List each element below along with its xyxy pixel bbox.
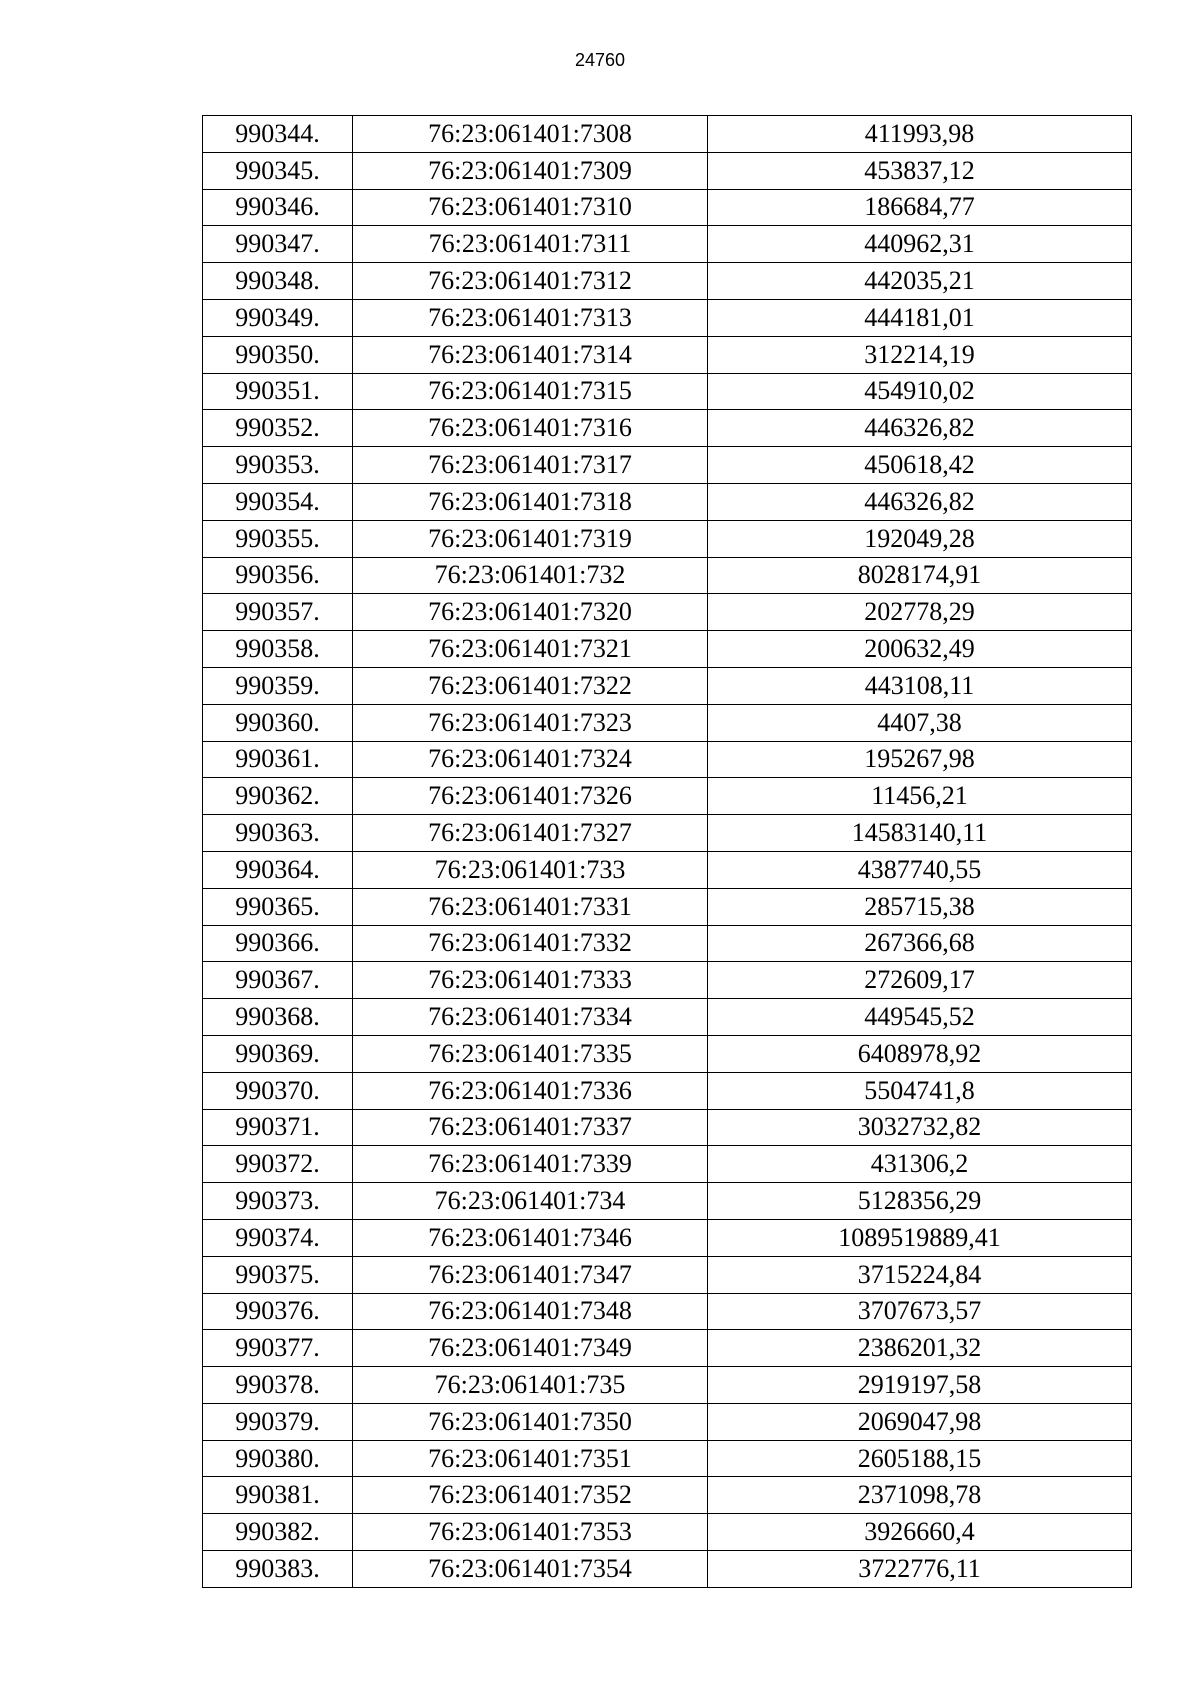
cadastral-number-cell: 76:23:061401:7353: [353, 1514, 708, 1551]
value-cell: 5504741,8: [708, 1072, 1132, 1109]
cadastral-number-cell: 76:23:061401:7313: [353, 299, 708, 336]
value-cell: 2069047,98: [708, 1403, 1132, 1440]
row-number-cell: 990353.: [203, 447, 353, 484]
value-cell: 4407,38: [708, 704, 1132, 741]
cadastral-number-cell: 76:23:061401:733: [353, 851, 708, 888]
row-number-cell: 990354.: [203, 483, 353, 520]
row-number-cell: 990345.: [203, 152, 353, 189]
table-row: [203, 667, 1132, 704]
cadastral-number-cell: 76:23:061401:7351: [353, 1440, 708, 1477]
table-row: [203, 447, 1132, 484]
cadastral-number-cell: 76:23:061401:7312: [353, 263, 708, 300]
table-row: [203, 1293, 1132, 1330]
row-number-cell: 990373.: [203, 1183, 353, 1220]
row-number-cell: 990350.: [203, 336, 353, 373]
table-row: [203, 116, 1132, 153]
cadastral-number-cell: 76:23:061401:7324: [353, 741, 708, 778]
row-number-cell: 990376.: [203, 1293, 353, 1330]
value-cell: 3722776,11: [708, 1551, 1132, 1588]
value-cell: 285715,38: [708, 888, 1132, 925]
row-number-cell: 990382.: [203, 1514, 353, 1551]
row-number-cell: 990374.: [203, 1219, 353, 1256]
value-cell: 202778,29: [708, 594, 1132, 631]
table-row: [203, 1072, 1132, 1109]
row-number-cell: 990366.: [203, 925, 353, 962]
cadastral-number-cell: 76:23:061401:7339: [353, 1146, 708, 1183]
row-number-cell: 990355.: [203, 520, 353, 557]
cadastral-number-cell: 76:23:061401:7318: [353, 483, 708, 520]
table-row: [203, 152, 1132, 189]
cadastral-number-cell: 76:23:061401:7308: [353, 116, 708, 153]
row-number-cell: 990361.: [203, 741, 353, 778]
table-row: [203, 410, 1132, 447]
cadastral-number-cell: 76:23:061401:7350: [353, 1403, 708, 1440]
cadastral-number-cell: 76:23:061401:7322: [353, 667, 708, 704]
row-number-cell: 990365.: [203, 888, 353, 925]
value-cell: 1089519889,41: [708, 1219, 1132, 1256]
row-number-cell: 990368.: [203, 999, 353, 1036]
row-number-cell: 990380.: [203, 1440, 353, 1477]
row-number-cell: 990379.: [203, 1403, 353, 1440]
cadastral-number-cell: 76:23:061401:7316: [353, 410, 708, 447]
table-row: [203, 520, 1132, 557]
table-row: [203, 1403, 1132, 1440]
cadastral-number-cell: 76:23:061401:735: [353, 1367, 708, 1404]
value-cell: 440962,31: [708, 226, 1132, 263]
value-cell: 411993,98: [708, 116, 1132, 153]
row-number-cell: 990369.: [203, 1035, 353, 1072]
table-row: [203, 594, 1132, 631]
row-number-cell: 990357.: [203, 594, 353, 631]
cadastral-number-cell: 76:23:061401:7333: [353, 962, 708, 999]
table-row: [203, 815, 1132, 852]
row-number-cell: 990381.: [203, 1477, 353, 1514]
row-number-cell: 990377.: [203, 1330, 353, 1367]
cadastral-number-cell: 76:23:061401:7349: [353, 1330, 708, 1367]
table-row: [203, 962, 1132, 999]
row-number-cell: 990344.: [203, 116, 353, 153]
table-row: [203, 704, 1132, 741]
cadastral-number-cell: 76:23:061401:7332: [353, 925, 708, 962]
cadastral-number-cell: 76:23:061401:7327: [353, 815, 708, 852]
value-cell: 5128356,29: [708, 1183, 1132, 1220]
value-cell: 442035,21: [708, 263, 1132, 300]
row-number-cell: 990351.: [203, 373, 353, 410]
table-row: [203, 1183, 1132, 1220]
table-row: [203, 189, 1132, 226]
value-cell: 443108,11: [708, 667, 1132, 704]
cadastral-number-cell: 76:23:061401:7337: [353, 1109, 708, 1146]
value-cell: 453837,12: [708, 152, 1132, 189]
table-row: [203, 299, 1132, 336]
row-number-cell: 990356.: [203, 557, 353, 594]
table-row: [203, 1477, 1132, 1514]
cadastral-number-cell: 76:23:061401:7354: [353, 1551, 708, 1588]
value-cell: 3707673,57: [708, 1293, 1132, 1330]
value-cell: 6408978,92: [708, 1035, 1132, 1072]
row-number-cell: 990349.: [203, 299, 353, 336]
value-cell: 8028174,91: [708, 557, 1132, 594]
table-row: [203, 1109, 1132, 1146]
value-cell: 449545,52: [708, 999, 1132, 1036]
value-cell: 444181,01: [708, 299, 1132, 336]
row-number-cell: 990358.: [203, 631, 353, 668]
cadastral-number-cell: 76:23:061401:7348: [353, 1293, 708, 1330]
table-row: [203, 1514, 1132, 1551]
cadastral-number-cell: 76:23:061401:7347: [353, 1256, 708, 1293]
cadastral-number-cell: 76:23:061401:732: [353, 557, 708, 594]
table-row: [203, 226, 1132, 263]
cadastral-number-cell: 76:23:061401:7311: [353, 226, 708, 263]
value-cell: 4387740,55: [708, 851, 1132, 888]
cadastral-number-cell: 76:23:061401:7321: [353, 631, 708, 668]
row-number-cell: 990367.: [203, 962, 353, 999]
value-cell: 446326,82: [708, 410, 1132, 447]
table-row: [203, 631, 1132, 668]
table-row: [203, 1035, 1132, 1072]
value-cell: 450618,42: [708, 447, 1132, 484]
table-row: [203, 1330, 1132, 1367]
value-cell: 14583140,11: [708, 815, 1132, 852]
row-number-cell: 990352.: [203, 410, 353, 447]
table-row: [203, 1440, 1132, 1477]
table-row: [203, 778, 1132, 815]
cadastral-number-cell: 76:23:061401:7319: [353, 520, 708, 557]
row-number-cell: 990371.: [203, 1109, 353, 1146]
row-number-cell: 990346.: [203, 189, 353, 226]
row-number-cell: 990348.: [203, 263, 353, 300]
table-row: [203, 925, 1132, 962]
cadastral-number-cell: 76:23:061401:7317: [353, 447, 708, 484]
value-cell: 267366,68: [708, 925, 1132, 962]
value-cell: 3715224,84: [708, 1256, 1132, 1293]
value-cell: 186684,77: [708, 189, 1132, 226]
row-number-cell: 990359.: [203, 667, 353, 704]
cadastral-number-cell: 76:23:061401:7315: [353, 373, 708, 410]
row-number-cell: 990383.: [203, 1551, 353, 1588]
value-cell: 3032732,82: [708, 1109, 1132, 1146]
cadastral-number-cell: 76:23:061401:7335: [353, 1035, 708, 1072]
table-row: [203, 373, 1132, 410]
row-number-cell: 990362.: [203, 778, 353, 815]
value-cell: 11456,21: [708, 778, 1132, 815]
page-number: 24760: [574, 50, 626, 70]
cadastral-number-cell: 76:23:061401:7314: [353, 336, 708, 373]
table-row: [203, 1551, 1132, 1588]
value-cell: 200632,49: [708, 631, 1132, 668]
cadastral-number-cell: 76:23:061401:7331: [353, 888, 708, 925]
value-cell: 272609,17: [708, 962, 1132, 999]
cadastral-number-cell: 76:23:061401:7309: [353, 152, 708, 189]
row-number-cell: 990370.: [203, 1072, 353, 1109]
value-cell: 2919197,58: [708, 1367, 1132, 1404]
value-cell: 2386201,32: [708, 1330, 1132, 1367]
row-number-cell: 990364.: [203, 851, 353, 888]
value-cell: 312214,19: [708, 336, 1132, 373]
row-number-cell: 990375.: [203, 1256, 353, 1293]
value-cell: 3926660,4: [708, 1514, 1132, 1551]
cadastral-number-cell: 76:23:061401:7346: [353, 1219, 708, 1256]
table-row: [203, 557, 1132, 594]
value-cell: 195267,98: [708, 741, 1132, 778]
table-row: [203, 263, 1132, 300]
value-cell: 2605188,15: [708, 1440, 1132, 1477]
table-row: [203, 1146, 1132, 1183]
table-row: [203, 1367, 1132, 1404]
cadastral-number-cell: 76:23:061401:7334: [353, 999, 708, 1036]
registry-table: [202, 115, 1132, 1588]
table-row: [203, 888, 1132, 925]
cadastral-number-cell: 76:23:061401:7323: [353, 704, 708, 741]
cadastral-number-cell: 76:23:061401:7336: [353, 1072, 708, 1109]
table-row: [203, 1219, 1132, 1256]
value-cell: 192049,28: [708, 520, 1132, 557]
value-cell: 431306,2: [708, 1146, 1132, 1183]
table-row: [203, 1256, 1132, 1293]
table-row: [203, 999, 1132, 1036]
table-row: [203, 741, 1132, 778]
row-number-cell: 990360.: [203, 704, 353, 741]
table-row: [203, 336, 1132, 373]
cadastral-number-cell: 76:23:061401:734: [353, 1183, 708, 1220]
table-row: [203, 851, 1132, 888]
cadastral-number-cell: 76:23:061401:7326: [353, 778, 708, 815]
row-number-cell: 990372.: [203, 1146, 353, 1183]
registry-table-body: [203, 116, 1132, 1588]
row-number-cell: 990378.: [203, 1367, 353, 1404]
value-cell: 446326,82: [708, 483, 1132, 520]
value-cell: 454910,02: [708, 373, 1132, 410]
value-cell: 2371098,78: [708, 1477, 1132, 1514]
cadastral-number-cell: 76:23:061401:7310: [353, 189, 708, 226]
row-number-cell: 990347.: [203, 226, 353, 263]
cadastral-number-cell: 76:23:061401:7320: [353, 594, 708, 631]
cadastral-number-cell: 76:23:061401:7352: [353, 1477, 708, 1514]
table-row: [203, 483, 1132, 520]
row-number-cell: 990363.: [203, 815, 353, 852]
